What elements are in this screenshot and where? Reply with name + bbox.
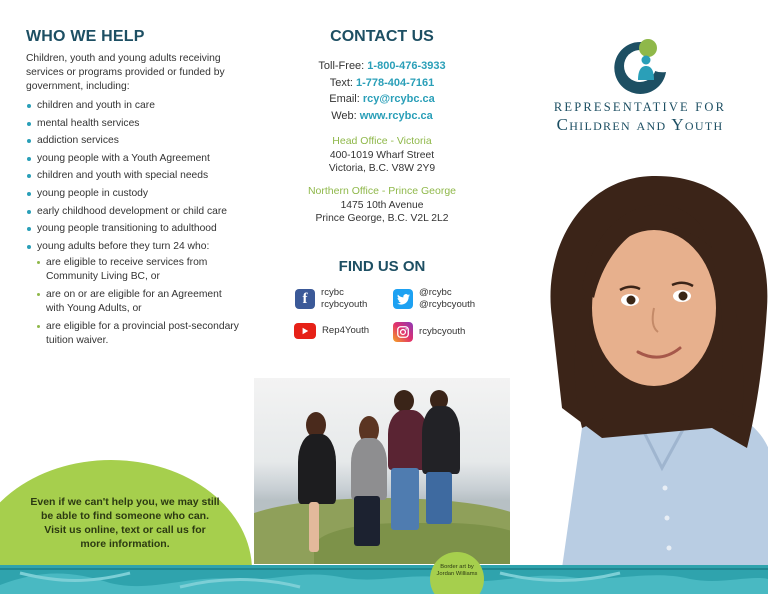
find-us-heading: FIND US ON	[338, 258, 426, 275]
twitter-icon	[393, 289, 413, 309]
twitter-link[interactable]	[393, 287, 475, 311]
list-item: young people transitioning to adulthood	[26, 220, 248, 238]
web-label: Web:	[331, 109, 360, 122]
tollfree-number[interactable]: 1-800-476-3933	[367, 60, 446, 72]
list-item: young adults before they turn 24 who:	[26, 238, 248, 256]
youtube-handle: Rep4Youth	[322, 325, 370, 336]
contact-details	[252, 58, 512, 124]
head-office-name: Head Office - Victoria	[332, 135, 432, 147]
contact-us-heading: CONTACT US	[330, 28, 434, 45]
who-we-help-heading: WHO WE HELP	[26, 28, 145, 45]
instagram-icon	[393, 322, 413, 342]
head-office	[252, 135, 512, 176]
instagram-handle: rcybcyouth	[419, 326, 466, 337]
contact-panel	[252, 0, 512, 565]
northern-office-street: 1475 10th Avenue	[340, 199, 424, 211]
youtube-link[interactable]	[294, 323, 369, 339]
who-we-help-intro: Children, youth and young adults receiving services or programs provided or funded by government, including:	[26, 53, 225, 92]
young-adults-sublist	[36, 256, 241, 352]
northern-office-name: Northern Office - Prince George	[307, 185, 457, 197]
text-label: Text:	[329, 76, 356, 89]
facebook-handle-youth: rcybcyouth	[321, 299, 368, 310]
org-name-line2: Children and Youth	[556, 115, 724, 134]
list-item: addiction services	[26, 132, 248, 150]
sub-list-item: are eligible to receive services from Community Living BC, or	[36, 256, 241, 283]
website-link[interactable]: www.rcybc.ca	[359, 109, 433, 122]
twitter-handle: @rcybc	[419, 287, 452, 298]
list-item: young people in custody	[26, 185, 248, 203]
list-item: children and youth in care	[26, 97, 248, 115]
facebook-icon: f	[295, 289, 315, 309]
family-photo	[254, 378, 510, 564]
text-number[interactable]: 1-778-404-7161	[356, 76, 435, 89]
text-line	[252, 75, 512, 92]
head-office-street: 400-1019 Wharf Street	[329, 149, 435, 161]
list-item: mental health services	[26, 115, 248, 133]
email-line	[252, 91, 512, 108]
facebook-handle: rcybc	[321, 287, 344, 298]
callout-text: Even if we can't help you, we may still be able to find someone who can. Visit us online, text or call us for more information.	[30, 496, 220, 550]
email-link[interactable]: rcy@rcybc.ca	[362, 93, 435, 106]
web-line	[252, 108, 512, 125]
decorative-border	[0, 565, 768, 594]
border-credit-line2: Jordan Williams	[436, 571, 478, 577]
list-item: children and youth with special needs	[26, 167, 248, 185]
org-name-line1: REPRESENTATIVE FOR	[553, 100, 727, 114]
who-we-help-panel	[0, 0, 252, 565]
child-photo	[542, 168, 768, 568]
list-item: young people with a Youth Agreement	[26, 150, 248, 168]
tollfree-label: Toll-Free:	[318, 60, 368, 72]
head-office-city: Victoria, B.C. V8W 2Y9	[328, 163, 436, 174]
northern-office	[252, 185, 512, 226]
email-label: Email:	[329, 93, 363, 106]
tollfree-line	[252, 58, 512, 75]
sub-list-item: are on or are eligible for an Agreement with Young Adults, or	[36, 288, 241, 315]
sub-list-item: are eligible for a provincial post-secondary tuition waiver.	[36, 320, 241, 347]
twitter-handle-youth: @rcybcyouth	[419, 299, 476, 310]
facebook-link[interactable]	[295, 287, 367, 311]
rcy-logo	[612, 36, 668, 94]
youtube-icon	[294, 323, 316, 339]
border-credit-line1: Border art by	[440, 564, 474, 570]
who-we-help-list	[26, 97, 248, 255]
list-item: early childhood development or child care	[26, 203, 248, 221]
cover-panel	[512, 0, 768, 565]
northern-office-city: Prince George, B.C. V2L 2L2	[315, 213, 449, 224]
instagram-link[interactable]	[393, 322, 465, 342]
